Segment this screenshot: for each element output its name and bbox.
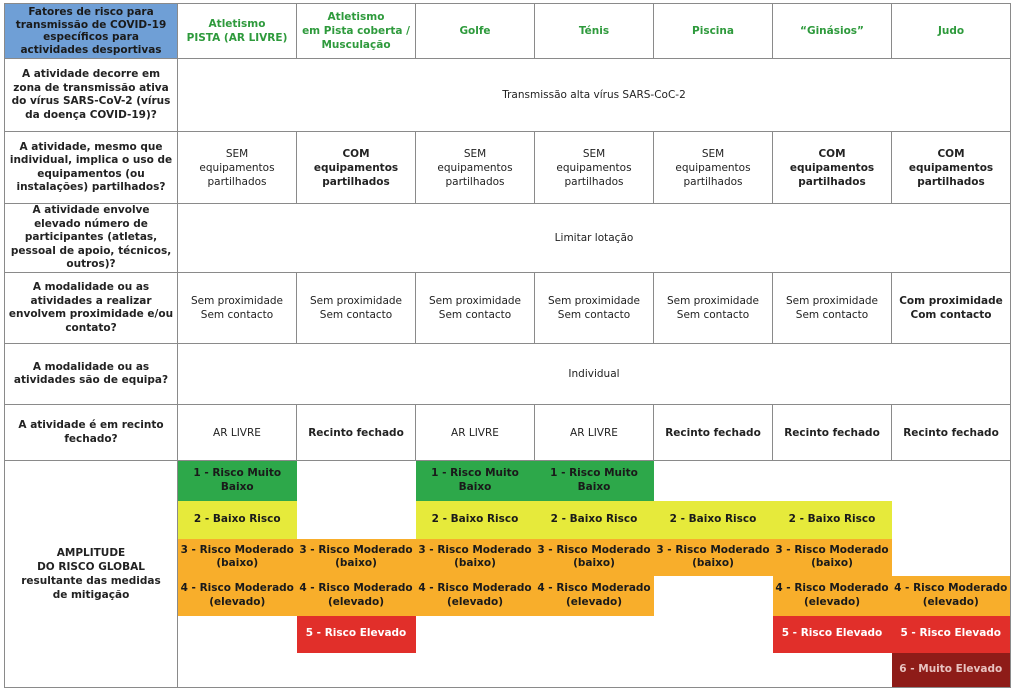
risk-empty bbox=[535, 653, 654, 688]
risk-matrix bbox=[4, 3, 1011, 688]
risk-empty bbox=[654, 616, 773, 653]
risk-level-4: 4 - Risco Moderado (elevado) bbox=[535, 576, 654, 616]
risk-empty bbox=[654, 576, 773, 616]
risk-level-1: 1 - Risco Muito Baixo bbox=[416, 461, 535, 501]
risk-level-2: 2 - Baixo Risco bbox=[535, 501, 654, 539]
risk-level-4: 4 - Risco Moderado (elevado) bbox=[297, 576, 416, 616]
risk-level-3: 3 - Risco Moderado (baixo) bbox=[416, 539, 535, 576]
sport-header: Ténis bbox=[535, 4, 654, 59]
risk-empty bbox=[773, 653, 892, 688]
question-cell: A modalidade ou as atividades são de equipa? bbox=[5, 344, 178, 405]
indoor-cell: AR LIVRE bbox=[416, 405, 535, 461]
equipment-cell: SEM equipamentos partilhados bbox=[416, 132, 535, 204]
risk-empty bbox=[892, 539, 1011, 576]
risk-empty bbox=[654, 653, 773, 688]
risk-empty bbox=[178, 653, 297, 688]
risk-empty bbox=[178, 616, 297, 653]
participants-answer: Limitar lotação bbox=[178, 204, 1011, 273]
risk-level-6: 6 - Muito Elevado bbox=[892, 653, 1011, 688]
equipment-cell: SEM equipamentos partilhados bbox=[178, 132, 297, 204]
sport-header: Atletismo PISTA (AR LIVRE) bbox=[178, 4, 297, 59]
risk-level-2: 2 - Baixo Risco bbox=[654, 501, 773, 539]
contact-cell: Sem proximidade Sem contacto bbox=[535, 273, 654, 344]
contact-row bbox=[5, 273, 1011, 344]
risk-level-4: 4 - Risco Moderado (elevado) bbox=[416, 576, 535, 616]
question-cell: A atividade decorre em zona de transmissão ativa do vírus SARS-CoV-2 (vírus da doença COVID-19)? bbox=[5, 59, 178, 132]
equipment-cell: COM equipamentos partilhados bbox=[892, 132, 1011, 204]
risk-level-4: 4 - Risco Moderado (elevado) bbox=[773, 576, 892, 616]
zone-row bbox=[5, 59, 1011, 132]
risk-level-4: 4 - Risco Moderado (elevado) bbox=[892, 576, 1011, 616]
sport-header: Golfe bbox=[416, 4, 535, 59]
contact-cell: Sem proximidade Sem contacto bbox=[773, 273, 892, 344]
question-cell: A atividade é em recinto fechado? bbox=[5, 405, 178, 461]
risk-level-1: 1 - Risco Muito Baixo bbox=[535, 461, 654, 501]
participants-row bbox=[5, 204, 1011, 273]
equipment-cell: SEM equipamentos partilhados bbox=[654, 132, 773, 204]
risk-row bbox=[5, 461, 1011, 501]
risk-level-2: 2 - Baixo Risco bbox=[178, 501, 297, 539]
risk-level-3: 3 - Risco Moderado (baixo) bbox=[773, 539, 892, 576]
indoor-cell: Recinto fechado bbox=[892, 405, 1011, 461]
team-answer: Individual bbox=[178, 344, 1011, 405]
sport-header: Piscina bbox=[654, 4, 773, 59]
indoor-cell: Recinto fechado bbox=[297, 405, 416, 461]
equipment-cell: COM equipamentos partilhados bbox=[773, 132, 892, 204]
indoor-cell: Recinto fechado bbox=[654, 405, 773, 461]
risk-table bbox=[4, 3, 1011, 688]
risk-level-3: 3 - Risco Moderado (baixo) bbox=[535, 539, 654, 576]
indoor-cell: AR LIVRE bbox=[178, 405, 297, 461]
risk-empty bbox=[654, 461, 773, 501]
risk-empty bbox=[297, 461, 416, 501]
team-row bbox=[5, 344, 1011, 405]
question-cell: A atividade envolve elevado número de participantes (atletas, pessoal de apoio, técnicos, outros)? bbox=[5, 204, 178, 273]
risk-level-2: 2 - Baixo Risco bbox=[416, 501, 535, 539]
equipment-row bbox=[5, 132, 1011, 204]
risk-empty bbox=[892, 461, 1011, 501]
risk-empty bbox=[416, 653, 535, 688]
corner-header: Fatores de risco para transmissão de COVID-19 específicos para actividades desportivas bbox=[5, 4, 178, 59]
contact-cell: Sem proximidade Sem contacto bbox=[654, 273, 773, 344]
risk-level-5: 5 - Risco Elevado bbox=[892, 616, 1011, 653]
indoor-cell: Recinto fechado bbox=[773, 405, 892, 461]
risk-level-5: 5 - Risco Elevado bbox=[297, 616, 416, 653]
indoor-cell: AR LIVRE bbox=[535, 405, 654, 461]
contact-cell: Sem proximidade Sem contacto bbox=[178, 273, 297, 344]
risk-level-3: 3 - Risco Moderado (baixo) bbox=[297, 539, 416, 576]
sport-header: Atletismo em Pista coberta / Musculação bbox=[297, 4, 416, 59]
sport-header: “Ginásios” bbox=[773, 4, 892, 59]
risk-level-4: 4 - Risco Moderado (elevado) bbox=[178, 576, 297, 616]
risk-level-3: 3 - Risco Moderado (baixo) bbox=[178, 539, 297, 576]
equipment-cell: COM equipamentos partilhados bbox=[297, 132, 416, 204]
contact-cell: Sem proximidade Sem contacto bbox=[416, 273, 535, 344]
header-row bbox=[5, 4, 1011, 59]
risk-empty bbox=[297, 653, 416, 688]
risk-level-3: 3 - Risco Moderado (baixo) bbox=[654, 539, 773, 576]
contact-cell: Com proximidade Com contacto bbox=[892, 273, 1011, 344]
equipment-cell: SEM equipamentos partilhados bbox=[535, 132, 654, 204]
risk-level-5: 5 - Risco Elevado bbox=[773, 616, 892, 653]
contact-cell: Sem proximidade Sem contacto bbox=[297, 273, 416, 344]
zone-answer: Transmissão alta vírus SARS-CoC-2 bbox=[178, 59, 1011, 132]
question-cell: A modalidade ou as atividades a realizar envolvem proximidade e/ou contato? bbox=[5, 273, 178, 344]
risk-empty bbox=[416, 616, 535, 653]
risk-empty bbox=[297, 501, 416, 539]
sport-header: Judo bbox=[892, 4, 1011, 59]
question-cell: A atividade, mesmo que individual, implica o uso de equipamentos (ou instalações) partilhados? bbox=[5, 132, 178, 204]
risk-empty bbox=[773, 461, 892, 501]
risk-empty bbox=[535, 616, 654, 653]
risk-level-2: 2 - Baixo Risco bbox=[773, 501, 892, 539]
indoor-row bbox=[5, 405, 1011, 461]
risk-level-1: 1 - Risco Muito Baixo bbox=[178, 461, 297, 501]
risk-empty bbox=[892, 501, 1011, 539]
risk-amplitude-label: AMPLITUDE DO RISCO GLOBAL resultante das medidas de mitigação bbox=[5, 461, 178, 688]
